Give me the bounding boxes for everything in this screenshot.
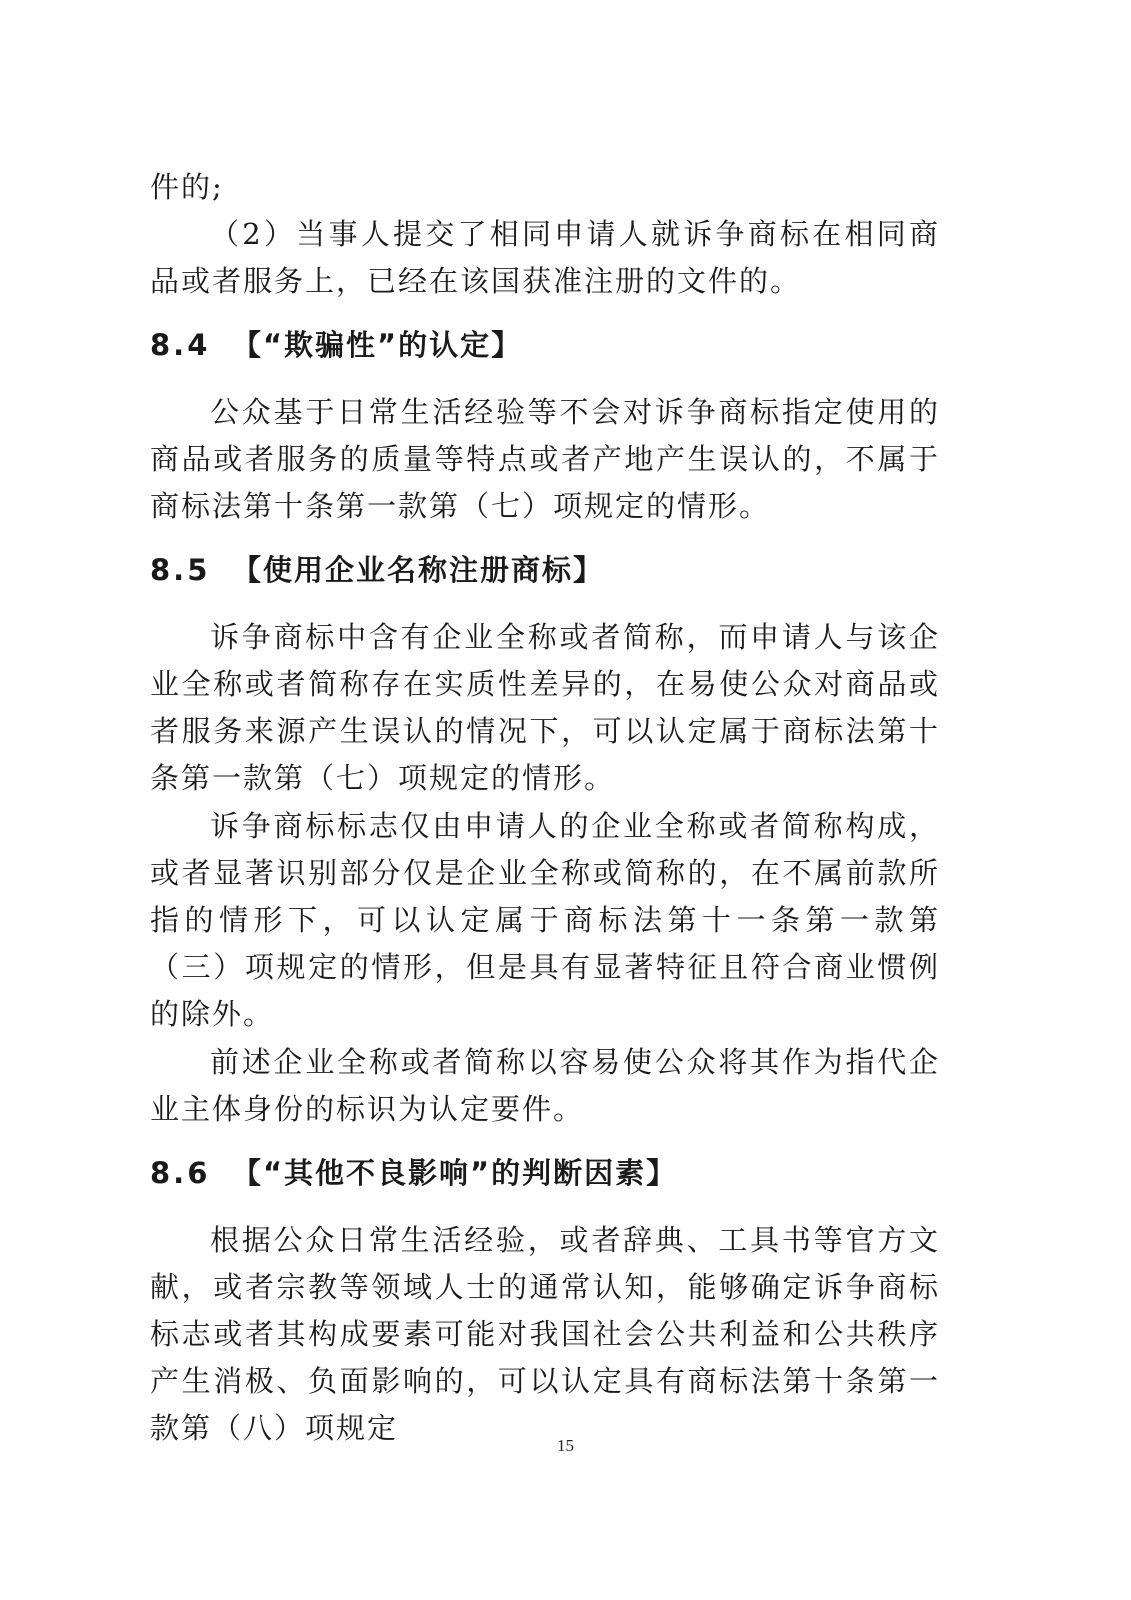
section-heading-8-4: [150, 323, 940, 367]
section-number: 8.4: [150, 328, 211, 362]
section-title: 【使用企业名称注册商标】: [232, 553, 605, 587]
section-title: 【“其他不良影响”的判断因素】: [232, 1156, 678, 1190]
paragraph: 诉争商标标志仅由申请人的企业全称或者简称构成，或者显著识别部分仅是企业全称或简称的，在不属前款所指的情形下，可以认定属于商标法第十一条第一款第（三）项规定的情形，但是具有显著特征且符合商业惯例的除外。: [150, 809, 940, 1031]
section-heading-8-6: [150, 1151, 940, 1195]
paragraph: 诉争商标中含有企业全称或者简称，而申请人与该企业全称或者简称存在实质性差异的，在易使公众对商品或者服务来源产生误认的情况下，可以认定属于商标法第十条第一款第（七）项规定的情形。: [150, 620, 940, 795]
paragraph-item-2: （2）当事人提交了相同申请人就诉争商标在相同商品或者服务上，已经在该国获准注册的文件的。: [150, 217, 940, 298]
section-title: 【“欺骗性”的认定】: [232, 328, 523, 362]
section-number: 8.5: [150, 553, 211, 587]
paragraph: 前述企业全称或者简称以容易使公众将其作为指代企业主体身份的标识为认定要件。: [150, 1045, 940, 1126]
paragraph: 根据公众日常生活经验，或者辞典、工具书等官方文献，或者宗教等领域人士的通常认知，能够确定诉争商标标志或者其构成要素可能对我国社会公共利益和公共秩序产生消极、负面影响的，可以认定具有商标法第十条第一款第（八）项规定: [150, 1223, 940, 1445]
paragraph: 公众基于日常生活经验等不会对诉争商标指定使用的商品或者服务的质量等特点或者产地产生误认的，不属于商标法第十条第一款第（七）项规定的情形。: [150, 395, 940, 523]
page-number: 15: [557, 1436, 574, 1455]
document-body: [150, 164, 940, 1452]
section-number: 8.6: [150, 1156, 211, 1190]
section-heading-8-5: [150, 548, 940, 592]
paragraph-continuation: 件的;: [150, 170, 224, 204]
